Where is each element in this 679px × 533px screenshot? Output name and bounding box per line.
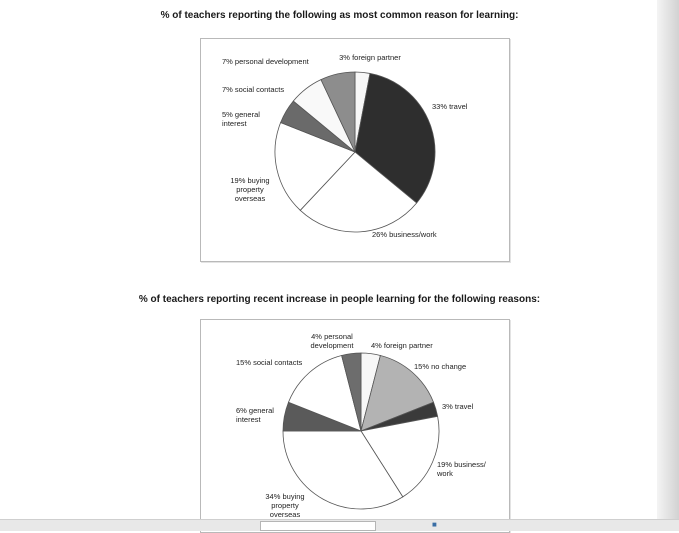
chart-1-title: % of teachers reporting the following as most common reason for learning: — [160, 10, 519, 21]
pie2-label-2: 3% travel — [442, 402, 474, 411]
pie1-label-2: 26% business/work — [372, 230, 437, 239]
pie2-label-5: 6% general interest — [236, 406, 274, 424]
pie1-label-1: 33% travel — [432, 102, 468, 111]
pie2-label-7: 4% personal development — [310, 332, 354, 350]
viewer-icon[interactable]: ■ — [432, 520, 437, 529]
pie1-label-6: 7% personal development — [222, 57, 309, 66]
pie2-label-4: 34% buying property overseas — [265, 492, 305, 519]
viewer-input-field[interactable] — [260, 521, 376, 531]
pie2-label-3: 19% business/ work — [437, 460, 486, 478]
chart-2-title: % of teachers reporting recent increase in people learning for the following reasons: — [138, 294, 541, 305]
pie2-label-0: 4% foreign partner — [371, 341, 433, 350]
pie1-label-4: 5% general interest — [222, 110, 260, 128]
pie2-label-6: 15% social contacts — [236, 358, 303, 367]
viewer-bottom-bar — [0, 519, 679, 531]
pie1-label-0: 3% foreign partner — [339, 53, 401, 62]
pie1-label-5: 7% social contacts — [222, 85, 285, 94]
pie2-label-1: 15% no change — [414, 362, 467, 371]
pie1-label-3: 19% buying property overseas — [230, 176, 270, 203]
